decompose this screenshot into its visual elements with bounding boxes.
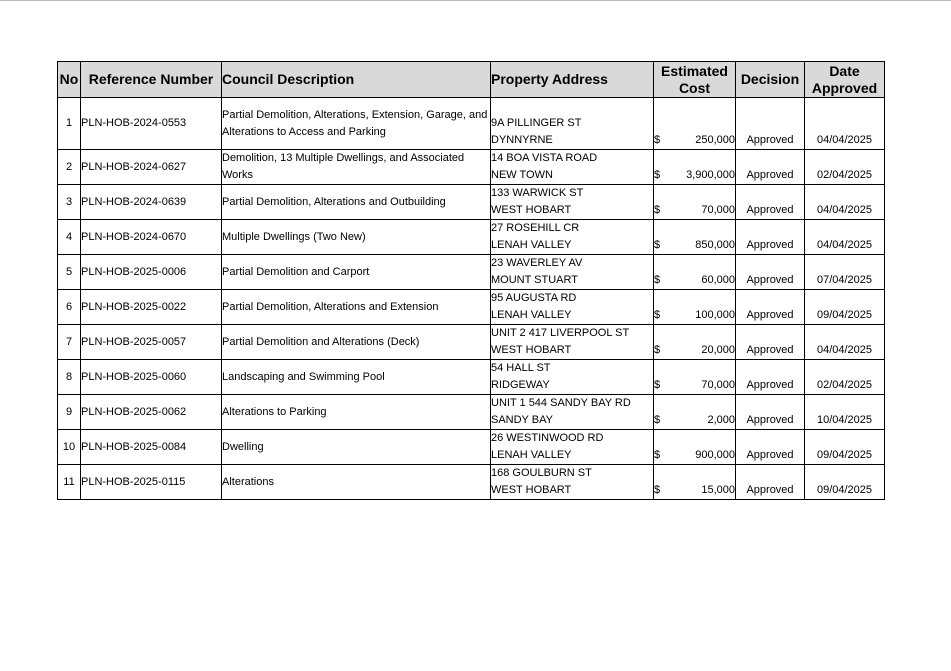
table-row [58, 430, 885, 465]
reference-number: PLN-HOB-2024-0639 [81, 185, 222, 220]
cost-amount: 60,000 [701, 274, 735, 286]
decision-status: Approved [736, 290, 805, 325]
decision-status: Approved [736, 98, 805, 150]
reference-number: PLN-HOB-2025-0057 [81, 325, 222, 360]
row-number: 9 [58, 395, 81, 430]
property-address [491, 255, 654, 290]
table-row [58, 290, 885, 325]
estimated-cost [654, 220, 736, 255]
council-description: Partial Demolition, Alterations and Outbuilding [222, 185, 491, 220]
date-approved: 02/04/2025 [805, 150, 885, 185]
council-description: Demolition, 13 Multiple Dwellings, and Associated Works [222, 150, 491, 185]
reference-number: PLN-HOB-2025-0006 [81, 255, 222, 290]
council-description: Partial Demolition and Alterations (Deck) [222, 325, 491, 360]
estimated-cost [654, 255, 736, 290]
cost-amount: 70,000 [701, 204, 735, 216]
cost-amount: 3,900,000 [686, 169, 735, 181]
property-address [491, 325, 654, 360]
decision-status: Approved [736, 360, 805, 395]
currency-symbol: $ [654, 449, 661, 461]
header-decision: Decision [736, 62, 805, 98]
table-row [58, 185, 885, 220]
date-approved: 04/04/2025 [805, 98, 885, 150]
decision-status: Approved [736, 395, 805, 430]
address-street: 14 BOA VISTA ROAD [491, 152, 598, 164]
row-number: 3 [58, 185, 81, 220]
row-number: 5 [58, 255, 81, 290]
cost-amount: 100,000 [695, 309, 735, 321]
row-number: 4 [58, 220, 81, 255]
approvals-table [57, 61, 885, 500]
reference-number: PLN-HOB-2024-0670 [81, 220, 222, 255]
property-address [491, 395, 654, 430]
header-council-description: Council Description [222, 62, 491, 98]
header-estimated-cost [654, 62, 736, 98]
council-description: Partial Demolition, Alterations and Extension [222, 290, 491, 325]
council-description: Partial Demolition, Alterations, Extension, Garage, and Alterations to Access and Parking [222, 98, 491, 150]
decision-status: Approved [736, 325, 805, 360]
table-row [58, 255, 885, 290]
decision-status: Approved [736, 220, 805, 255]
table-row [58, 360, 885, 395]
header-estimated-cost-line2: Cost [678, 79, 711, 96]
table-body [58, 98, 885, 500]
header-date-approved-line1: Date [829, 62, 860, 79]
cost-amount: 850,000 [695, 239, 735, 251]
address-suburb: LENAH VALLEY [491, 309, 572, 321]
row-number: 2 [58, 150, 81, 185]
reference-number: PLN-HOB-2024-0553 [81, 98, 222, 150]
row-number: 6 [58, 290, 81, 325]
table-header-row [58, 62, 885, 98]
cost-amount: 2,000 [707, 414, 735, 426]
row-number: 8 [58, 360, 81, 395]
table-row [58, 150, 885, 185]
currency-symbol: $ [654, 274, 661, 286]
reference-number: PLN-HOB-2025-0060 [81, 360, 222, 395]
estimated-cost [654, 325, 736, 360]
date-approved: 10/04/2025 [805, 395, 885, 430]
property-address [491, 98, 654, 150]
address-suburb: NEW TOWN [491, 169, 553, 181]
reference-number: PLN-HOB-2025-0084 [81, 430, 222, 465]
council-description: Multiple Dwellings (Two New) [222, 220, 491, 255]
date-approved: 04/04/2025 [805, 185, 885, 220]
address-street: 54 HALL ST [491, 362, 551, 374]
currency-symbol: $ [654, 204, 661, 216]
reference-number: PLN-HOB-2025-0062 [81, 395, 222, 430]
cost-amount: 250,000 [695, 134, 735, 146]
cost-amount: 70,000 [701, 379, 735, 391]
row-number: 11 [58, 465, 81, 500]
address-street: UNIT 2 417 LIVERPOOL ST [491, 327, 630, 339]
estimated-cost [654, 430, 736, 465]
council-description: Alterations to Parking [222, 395, 491, 430]
header-no: No [58, 62, 81, 98]
council-description: Partial Demolition and Carport [222, 255, 491, 290]
property-address [491, 150, 654, 185]
header-estimated-cost-line1: Estimated [661, 62, 728, 79]
decision-status: Approved [736, 430, 805, 465]
currency-symbol: $ [654, 414, 661, 426]
address-street: 9A PILLINGER ST [491, 117, 582, 129]
address-suburb: WEST HOBART [491, 344, 572, 356]
estimated-cost [654, 98, 736, 150]
property-address [491, 465, 654, 500]
address-suburb: SANDY BAY [491, 414, 553, 426]
currency-symbol: $ [654, 169, 661, 181]
address-street: 26 WESTINWOOD RD [491, 432, 604, 444]
reference-number: PLN-HOB-2025-0115 [81, 465, 222, 500]
decision-status: Approved [736, 150, 805, 185]
header-date-approved [805, 62, 885, 98]
date-approved: 09/04/2025 [805, 465, 885, 500]
property-address [491, 360, 654, 395]
property-address [491, 430, 654, 465]
table-row [58, 325, 885, 360]
page-top-border [0, 0, 951, 1]
header-property-address: Property Address [491, 62, 654, 98]
date-approved: 09/04/2025 [805, 430, 885, 465]
cost-amount: 15,000 [701, 484, 735, 496]
estimated-cost [654, 290, 736, 325]
address-suburb: DYNNYRNE [491, 134, 553, 146]
table-row [58, 98, 885, 150]
decision-status: Approved [736, 185, 805, 220]
table-row [58, 395, 885, 430]
address-street: 27 ROSEHILL CR [491, 222, 580, 234]
currency-symbol: $ [654, 239, 661, 251]
estimated-cost [654, 360, 736, 395]
cost-amount: 900,000 [695, 449, 735, 461]
address-suburb: LENAH VALLEY [491, 449, 572, 461]
decision-status: Approved [736, 255, 805, 290]
date-approved: 04/04/2025 [805, 220, 885, 255]
header-reference-number: Reference Number [81, 62, 222, 98]
address-suburb: WEST HOBART [491, 484, 572, 496]
header-date-approved-line2: Approved [811, 79, 878, 96]
address-street: 168 GOULBURN ST [491, 467, 592, 479]
council-description: Alterations [222, 465, 491, 500]
address-street: 95 AUGUSTA RD [491, 292, 577, 304]
estimated-cost [654, 150, 736, 185]
table-row [58, 465, 885, 500]
date-approved: 04/04/2025 [805, 325, 885, 360]
currency-symbol: $ [654, 484, 661, 496]
reference-number: PLN-HOB-2025-0022 [81, 290, 222, 325]
decision-status: Approved [736, 465, 805, 500]
estimated-cost [654, 395, 736, 430]
address-street: 23 WAVERLEY AV [491, 257, 583, 269]
estimated-cost [654, 185, 736, 220]
property-address [491, 185, 654, 220]
property-address [491, 290, 654, 325]
address-suburb: WEST HOBART [491, 204, 572, 216]
date-approved: 07/04/2025 [805, 255, 885, 290]
row-number: 10 [58, 430, 81, 465]
address-suburb: RIDGEWAY [491, 379, 550, 391]
council-description: Dwelling [222, 430, 491, 465]
currency-symbol: $ [654, 344, 661, 356]
reference-number: PLN-HOB-2024-0627 [81, 150, 222, 185]
currency-symbol: $ [654, 309, 661, 321]
date-approved: 02/04/2025 [805, 360, 885, 395]
property-address [491, 220, 654, 255]
council-description: Landscaping and Swimming Pool [222, 360, 491, 395]
address-street: UNIT 1 544 SANDY BAY RD [491, 397, 631, 409]
date-approved: 09/04/2025 [805, 290, 885, 325]
address-suburb: LENAH VALLEY [491, 239, 572, 251]
address-street: 133 WARWICK ST [491, 187, 584, 199]
address-suburb: MOUNT STUART [491, 274, 578, 286]
estimated-cost [654, 465, 736, 500]
row-number: 1 [58, 98, 81, 150]
table-row [58, 220, 885, 255]
row-number: 7 [58, 325, 81, 360]
currency-symbol: $ [654, 134, 661, 146]
currency-symbol: $ [654, 379, 661, 391]
cost-amount: 20,000 [701, 344, 735, 356]
